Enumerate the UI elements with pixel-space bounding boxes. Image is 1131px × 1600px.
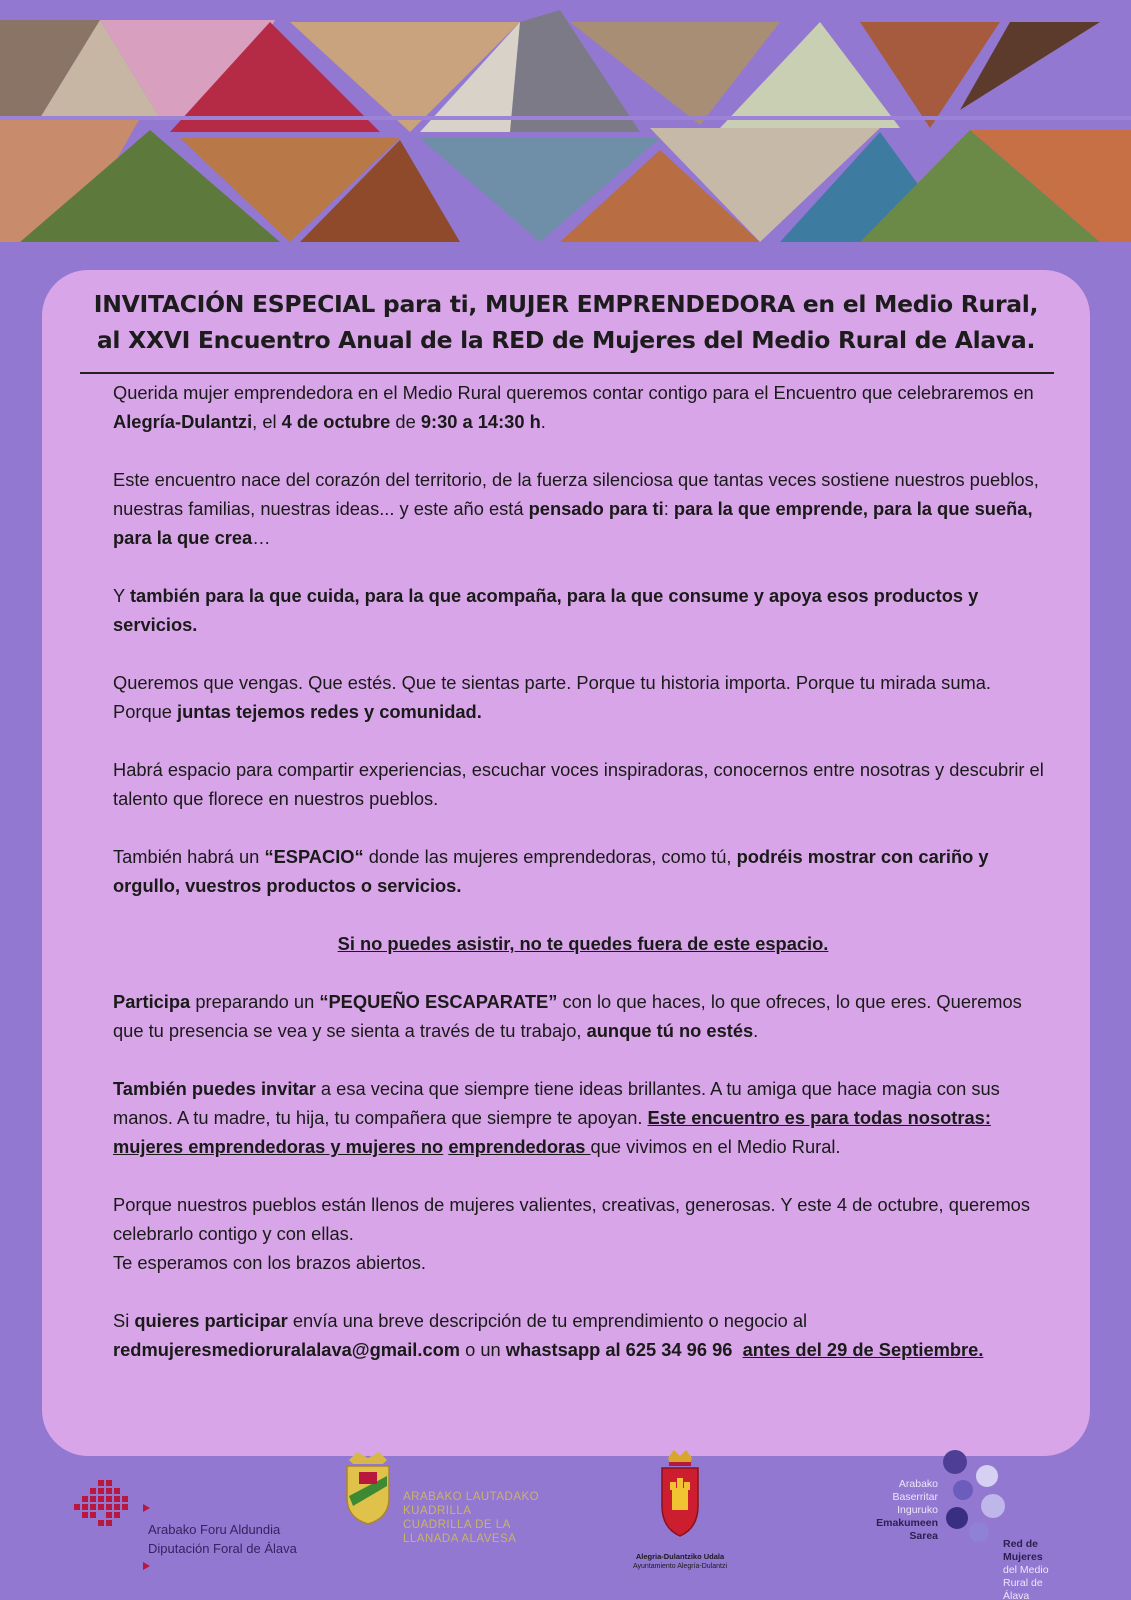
paragraph-8: Participa preparando un “PEQUEÑO ESCAPARATE” con lo que haces, lo que ofreces, lo que eres. Queremos que tu presencia se vea y se sienta a través de tu trabajo, aunque tú no estés. [113, 991, 1022, 1041]
dfa-name: Arabako Foru Aldundia Diputación Foral de Álava [148, 1522, 297, 1556]
sponsor-logos [0, 1460, 1131, 1600]
paragraph-5: Habrá espacio para compartir experiencias, escuchar voces inspiradoras, conocernos entre nosotras y descubrir el talento que florece en nuestros pueblos. [113, 759, 1044, 809]
red-mujeres-castellano: Red de Mujeres del Medio Rural de Álava [1003, 1538, 1049, 1600]
paragraph-6: También habrá un “ESPACIO“ donde las mujeres emprendedoras, como tú, podréis mostrar con cariño y orgullo, vuestros productos o servicios. [113, 846, 989, 896]
red-mujeres-euskera: Arabako Baserritar Inguruko Emakumeen Sarea [876, 1478, 938, 1542]
invitation-body [113, 378, 1053, 1393]
cuadrilla-shield-icon [343, 1446, 393, 1526]
paragraph-1: Querida mujer emprendedora en el Medio Rural queremos contar contigo para el Encuentro que celebraremos en Alegría-Dulantzi, el 4 de octubre de 9:30 a 14:30 h. [113, 382, 1034, 432]
paragraph-7: Si no puedes asistir, no te quedes fuera de este espacio. [337, 933, 829, 954]
event-date: 4 de octubre [281, 411, 391, 432]
contact-email[interactable]: redmujeresmedioruralalava@gmail.com [113, 1339, 461, 1360]
paragraph-4: Queremos que vengas. Que estés. Que te sientas parte. Porque tu historia importa. Porque tu mirada suma. Porque juntas tejemos redes y comunidad. [113, 672, 991, 722]
paragraph-11: Si quieres participar envía una breve descripción de tu emprendimiento o negocio al redmujeresmedioruralalava@gmail.com o un whastsapp al 625 34 96 96 antes del 29 de Septiembre. [113, 1310, 984, 1360]
title-divider [80, 372, 1054, 374]
title-line-2: al XXVI Encuentro Anual de la RED de Mujeres del Medio Rural de Alava. [96, 326, 1036, 354]
photo-collage-icon [0, 0, 1131, 262]
title-line-1: INVITACIÓN ESPECIAL para ti, MUJER EMPRENDEDORA en el Medio Rural, [93, 290, 1039, 318]
ayuntamiento-logo [660, 1448, 700, 1543]
invitation-card [42, 270, 1090, 1456]
event-location: Alegría-Dulantzi [113, 411, 253, 432]
contact-whatsapp: whastsapp al 625 34 96 96 [505, 1339, 733, 1360]
deadline: antes del 29 de Septiembre. [742, 1339, 984, 1360]
invitation-title [42, 286, 1090, 358]
cuadrilla-name: ARABAKO LAUTADAKO KUADRILLA CUADRILLA DE LA LLANADA ALAVESA [403, 1491, 540, 1545]
paragraph-10: Porque nuestros pueblos están llenos de mujeres valientes, creativas, generosas. Y este 4 de octubre, queremos celebrarlo contigo y con ellas. Te esperamos con los brazos abiertos. [113, 1194, 1030, 1273]
event-time: 9:30 a 14:30 h [420, 411, 541, 432]
cuadrilla-logo [343, 1446, 393, 1531]
paragraph-2: Este encuentro nace del corazón del territorio, de la fuerza silenciosa que tantas veces sostiene nuestros pueblos, nuestras familias, nuestras ideas... y este año está pensado para ti: para la que emprende, para la que sueña, para la que crea… [113, 469, 1039, 548]
dfa-emblem-icon [74, 1480, 134, 1536]
photo-collage-header [0, 0, 1131, 262]
paragraph-3: Y también para la que cuida, para la que acompaña, para la que consume y apoya esos productos y servicios. [113, 585, 979, 635]
red-mujeres-dots-icon [935, 1440, 1025, 1550]
ayuntamiento-name: Alegria-Dulantziko Udala Ayuntamiento Alegría-Dulantzi [632, 1552, 728, 1570]
dfa-logo [74, 1480, 134, 1541]
ayuntamiento-shield-icon [660, 1448, 700, 1538]
paragraph-9: También puedes invitar a esa vecina que siempre tiene ideas brillantes. A tu amiga que hace magia con sus manos. A tu madre, tu hija, tu compañera que siempre te apoyan. Este encuentro es para todas nosotras: mujeres emprendedoras y mujeres no emprendedoras que vivimos en el Medio Rural. [113, 1078, 1000, 1157]
